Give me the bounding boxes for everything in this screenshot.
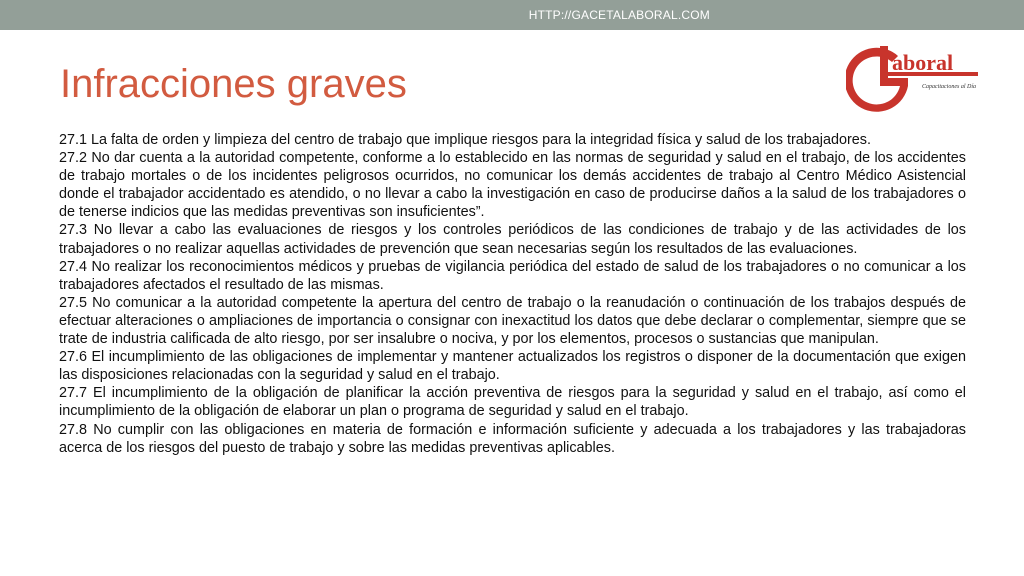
article-27-8: 27.8 No cumplir con las obligaciones en materia de formación e información suficiente y adecuada a los trabajadores y las trabajadoras acerca de los riesgos del puesto de trabajo y sobre las medidas preventivas aplicables. [59, 421, 966, 456]
top-bar [0, 0, 1024, 30]
logo-wordmark: aboral [892, 50, 954, 75]
article-27-4: 27.4 No realizar los reconocimientos médicos y pruebas de vigilancia periódica del estado de salud de los trabajadores o no comunicar a los trabajadores afectados el resultado de las mismas. [59, 258, 966, 293]
infractions-list [59, 131, 966, 457]
article-27-5: 27.5 No comunicar a la autoridad competente la apertura del centro de trabajo o la reanudación o continuación de los trabajos después de efectuar alteraciones o ampliaciones de importancia o consignar con inexactitud los datos que debe declarar o complementar, siempre que se trate de industria calificada de alto riesgo, por ser insalubre o nociva, y por los elementos, procesos o sustancias que manipulan. [59, 294, 966, 348]
article-27-1: 27.1 La falta de orden y limpieza del centro de trabajo que implique riesgos para la integridad física y salud de los trabajadores. [59, 132, 871, 148]
g-laboral-logo-icon [846, 40, 986, 116]
laboral-logo [846, 40, 986, 116]
article-27-3: 27.3 No llevar a cabo las evaluaciones de riesgos y los controles periódicos de las condiciones de trabajo y de las actividades de los trabajadores o no realizar aquellas actividades de prevención que sean necesarias según los resultados de las evaluaciones. [59, 222, 966, 257]
slide-title: Infracciones graves [60, 62, 407, 106]
site-url[interactable]: HTTP://GACETALABORAL.COM [528, 8, 710, 22]
article-27-6: 27.6 El incumplimiento de las obligaciones de implementar y mantener actualizados los registros o disponer de la documentación que exigen las disposiciones relacionadas con la seguridad y salud en el trabajo. [59, 349, 966, 384]
article-27-7: 27.7 El incumplimiento de la obligación de planificar la acción preventiva de riesgos para la seguridad y salud en el trabajo, así como el incumplimiento de la obligación de elaborar un plan o programa de seguridad y salud en el trabajo. [59, 385, 966, 420]
logo-tagline: Capacitaciones al Día [922, 84, 976, 90]
article-27-2: 27.2 No dar cuenta a la autoridad competente, conforme a lo establecido en las normas de seguridad y salud en el trabajo, de los accidentes de trabajo mortales o de los incidentes peligrosos ocurridos, no comunicar los demás accidentes de trabajo al Centro Médico Asistencial donde el trabajador accidentado es atendido, o no llevar a cabo la investigación en caso de producirse daños a la salud de los trabajadores o de tenerse indicios que las medidas preventivas son insuficientes”. [59, 150, 966, 221]
